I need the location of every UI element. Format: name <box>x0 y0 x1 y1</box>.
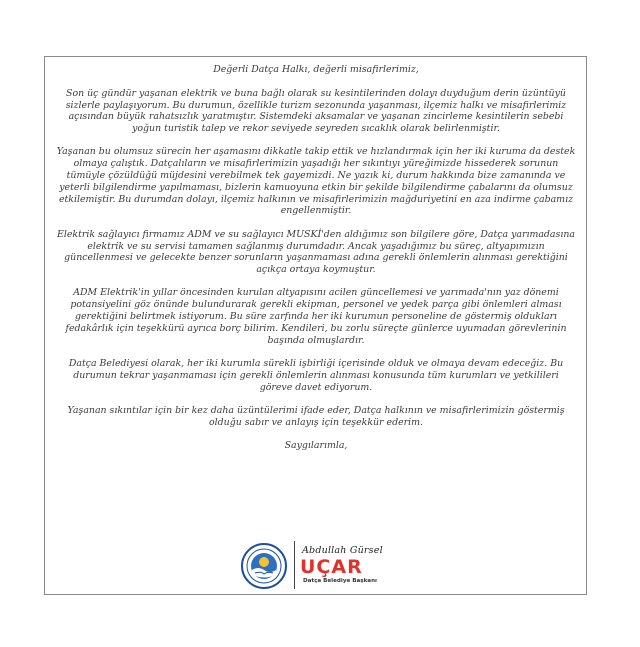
signature-block <box>240 537 400 589</box>
letter-paragraph-1: Son üç gündür yaşanan elektrik ve buna bağlı olarak su kesintilerinden dolayı duyduğum derin üzüntüyü sizlerle paylaşıyorum. Bu durumun, özellikle turizm sezonunda yaşanması, ilçemiz halkı ve misafirlerimiz açısından büyük rahatsızlık yaratmıştır. Sistemdeki aksamalar ve yaşanan zincirleme kesintilerin sebebi yoğun turistik talep ve rekor seviyede seyreden sıcaklık olarak belirlenmiştir. <box>65 87 567 135</box>
letter-paragraph-2: Yaşanan bu olumsuz sürecin her aşamasını dikkatle takip ettik ve hızlandırmak için her iki kuruma da destek olmaya çalıştık. Datçalıların ve misafirlerimizin yaşadığı her sıkıntıyı yüreğimizde hissederek sorunun tümüyle çözüldüğü müjdesini verebilmek tek gayemizdi. Ne yazık ki, durum hakkında bize zamanında ve yeterli bilgilendirme yapılmaması, bizlerin kamuoyuna etkin bir şekilde bilgilendirme çabalarını da olumsuz etkilemiştir. Bu durumdan dolayı, ilçemiz halkının ve misafirlerimizin mağduriyetini en aza indirme çabamız engellenmiştir. <box>56 146 576 217</box>
municipality-seal-icon <box>241 543 287 589</box>
letter-closing: Saygılarımla, <box>284 439 348 451</box>
signature-title: Datça Belediye Başkanı <box>303 578 377 584</box>
letter-paragraph-4: ADM Elektrik'in yıllar öncesinden kurulan altyapısını acilen güncellemesi ve yarımada'nın yaz dönemi potansiyelini göz önünde bulundurarak gerekli ekipman, personel ve yedek parça gibi önlemleri alması gerektiğini belirtmek istiyorum. Bu süre zarfında her iki kurumun personeline de göstermiş oldukları fedakârlık için teşekkürü ayrıca borç bilirim. Kendileri, bu zorlu süreçte günlerce uyumadan görevlerinin başında olmuşlardır. <box>65 287 567 346</box>
signature-name: Abdullah Gürsel <box>302 545 383 556</box>
letter-paragraph-3: Elektrik sağlayıcı firmamız ADM ve su sağlayıcı MUSKİ'den aldığımız son bilgilere göre, Datça yarımadasına elektrik ve su servisi tamamen sağlanmış durumdadır. Ancak yaşadığımız bu süreç, altyapımızın güncellenmesi ve gelecekte benzer sorunların yaşanmaması adına gerekli önlemlerin alınması gerektiğini açıkça ortaya koymuştur. <box>57 228 575 276</box>
letter-body <box>56 64 576 463</box>
signature-surname: UÇAR <box>300 556 363 578</box>
letter-paragraph-6: Yaşanan sıkıntılar için bir kez daha üzüntülerimi ifade eder, Datça halkının ve misafirlerimizin göstermiş olduğu sabır ve anlayış için teşekkür ederim. <box>67 404 565 428</box>
letter-greeting: Değerli Datça Halkı, değerli misafirlerimiz, <box>213 64 419 75</box>
signature-divider <box>294 541 295 589</box>
letter-paragraph-5: Datça Belediyesi olarak, her iki kurumla sürekli işbirliği içerisinde olduk ve olmaya devam edeceğiz. Bu durumun tekrar yaşanmaması için gerekli önlemlerin alınması konusunda tüm kurumları ve yetkilileri göreve davet ediyorum. <box>68 357 564 393</box>
